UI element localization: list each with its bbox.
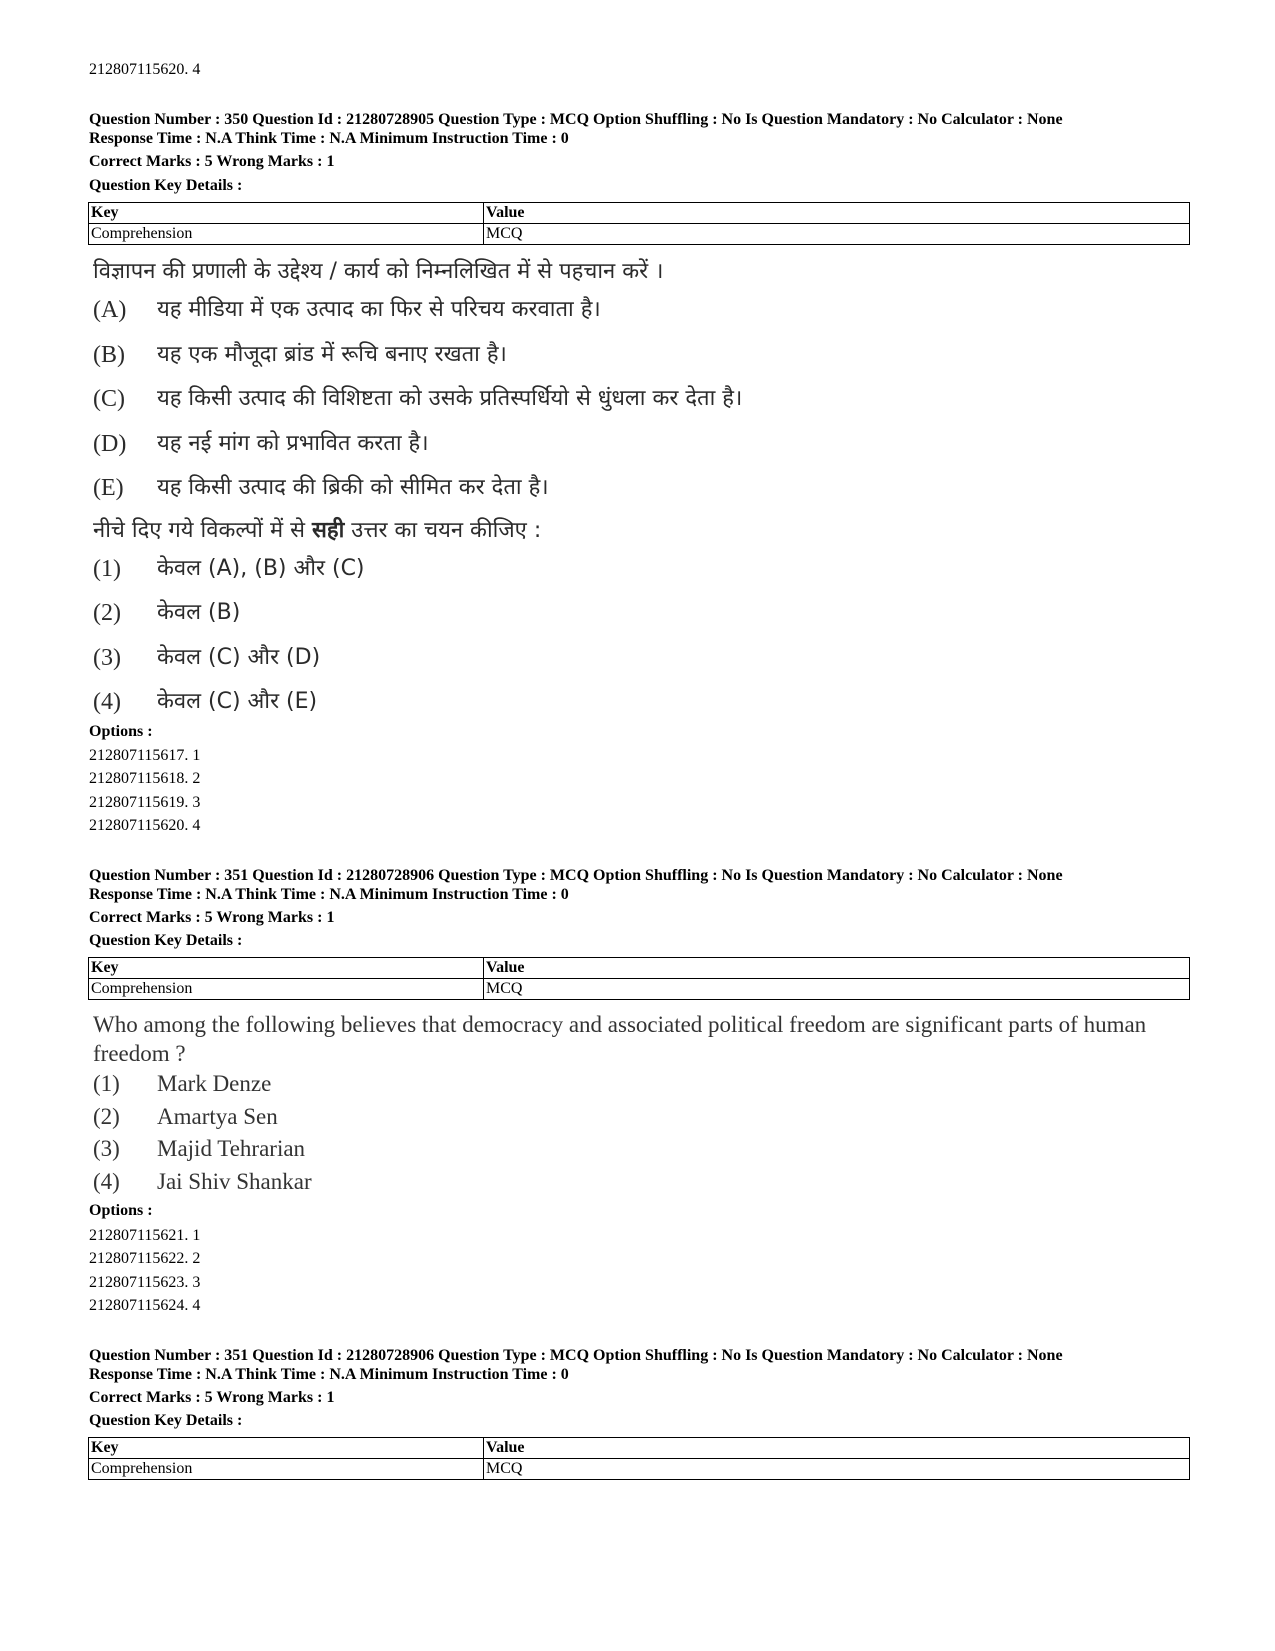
value-header: Value (484, 958, 1190, 979)
top-option-line: 212807115620. 4 (89, 61, 201, 78)
key-cell: Comprehension (89, 224, 484, 245)
option-item: 212807115617. 1 (89, 747, 201, 764)
statement-text: यह किसी उत्पाद की विशिष्टता को उसके प्रतिस्पर्धियो से धुंधला कर देता है। (157, 386, 743, 411)
value-header: Value (484, 1438, 1190, 1459)
q351-options-list (89, 1224, 200, 1318)
statement-d (93, 422, 742, 467)
choice-label: (3) (93, 1136, 120, 1161)
instruction-emphasis: सही (312, 517, 345, 543)
statement-text: यह नई मांग को प्रभावित करता है। (157, 430, 429, 456)
choice-text: Amartya Sen (157, 1103, 278, 1129)
statement-text: यह किसी उत्पाद की ब्रिकी को सीमित कर देता है। (157, 475, 549, 500)
instruction-text: उत्तर का चयन कीजिए : (344, 517, 542, 543)
option-item: 212807115619. 3 (89, 793, 201, 811)
q350-meta-line1: Question Number : 350 Question Id : 21280728905 Question Type : MCQ Option Shuffling : No Is Question Mandatory : No Calculator : None (89, 111, 1063, 128)
choice-3 (93, 636, 742, 681)
q350-options-label: Options : (89, 723, 153, 740)
table-row (89, 979, 1190, 1000)
table-header-row (89, 1438, 1190, 1459)
statement-label: (C) (93, 386, 125, 412)
q351b-marks: Correct Marks : 5 Wrong Marks : 1 (89, 1389, 335, 1406)
value-cell: MCQ (484, 1459, 1190, 1480)
table-header-row (89, 203, 1190, 224)
choice-text: केवल (B) (157, 600, 241, 625)
key-header: Key (89, 1438, 484, 1459)
key-cell: Comprehension (89, 1459, 484, 1480)
choice-label: (3) (93, 644, 121, 671)
key-header: Key (89, 958, 484, 979)
choice-text: केवल (A), (B) और (C) (157, 555, 365, 581)
choice-text: केवल (C) और (E) (157, 689, 318, 714)
q351b-key-table (88, 1437, 1190, 1480)
q351-question-text (93, 1010, 1198, 1198)
choice-label: (2) (93, 1103, 120, 1129)
q351-key-table (88, 957, 1190, 1000)
statement-b (93, 333, 742, 378)
value-cell: MCQ (484, 979, 1190, 1000)
choice-2 (93, 591, 742, 636)
choice-text: Jai Shiv Shankar (157, 1168, 312, 1194)
choice-2 (93, 1101, 1198, 1134)
statement-e (93, 466, 742, 511)
q350-key-details-label: Question Key Details : (89, 177, 243, 194)
key-cell: Comprehension (89, 979, 484, 1000)
table-row (89, 1459, 1190, 1480)
q351-key-details-label: Question Key Details : (89, 932, 243, 949)
statement-label: (D) (93, 430, 127, 457)
q350-question-text (93, 256, 742, 725)
q350-options-list (89, 744, 200, 838)
q350-marks: Correct Marks : 5 Wrong Marks : 1 (89, 153, 335, 170)
choice-1 (93, 1068, 1198, 1101)
choice-label: (1) (93, 555, 121, 582)
q351-meta-line2: Response Time : N.A Think Time : N.A Minimum Instruction Time : 0 (89, 886, 569, 903)
question-stem: विज्ञापन की प्रणाली के उद्देश्य / कार्य को निम्नलिखित में से पहचान करें । (93, 259, 664, 284)
choice-text: Mark Denze (157, 1071, 272, 1096)
choice-label: (4) (93, 689, 121, 715)
choice-label: (4) (93, 1168, 120, 1194)
option-item: 212807115618. 2 (89, 770, 201, 788)
choice-4 (93, 680, 742, 725)
statement-label: (B) (93, 341, 125, 368)
statement-a (93, 288, 742, 333)
q351b-meta-line2: Response Time : N.A Think Time : N.A Minimum Instruction Time : 0 (89, 1366, 569, 1383)
choice-1 (93, 547, 742, 592)
option-item: 212807115622. 2 (89, 1250, 201, 1268)
choice-4 (93, 1166, 1198, 1199)
statement-label: (E) (93, 475, 124, 501)
choice-text: केवल (C) और (D) (157, 644, 321, 670)
table-row (89, 224, 1190, 245)
question-instruction (93, 515, 742, 547)
statement-label: (A) (93, 297, 127, 323)
option-item: 212807115621. 1 (89, 1227, 201, 1244)
choice-label: (2) (93, 600, 121, 626)
option-item: 212807115620. 4 (89, 817, 201, 835)
instruction-text: नीचे दिए गये विकल्पों में से (93, 517, 313, 543)
choice-text: Majid Tehrarian (157, 1136, 306, 1161)
q351b-meta-line1: Question Number : 351 Question Id : 21280728906 Question Type : MCQ Option Shuffling : No Is Question Mandatory : No Calculator : None (89, 1347, 1063, 1364)
q350-meta-line2: Response Time : N.A Think Time : N.A Minimum Instruction Time : 0 (89, 130, 569, 147)
q350-key-table (88, 202, 1190, 245)
q351b-key-details-label: Question Key Details : (89, 1412, 243, 1429)
q351-meta-line1: Question Number : 351 Question Id : 21280728906 Question Type : MCQ Option Shuffling : No Is Question Mandatory : No Calculator : None (89, 867, 1063, 884)
statement-text: यह मीडिया में एक उत्पाद का फिर से परिचय करवाता है। (157, 297, 601, 322)
question-stem: Who among the following believes that democracy and associated political freedom are significant parts of human freedom ? (93, 1012, 1147, 1066)
statement-c (93, 377, 742, 422)
value-header: Value (484, 203, 1190, 224)
q351-marks: Correct Marks : 5 Wrong Marks : 1 (89, 909, 335, 926)
table-header-row (89, 958, 1190, 979)
option-item: 212807115623. 3 (89, 1273, 201, 1291)
statement-text: यह एक मौजूदा ब्रांड में रूचि बनाए रखता है। (157, 341, 507, 367)
choice-3 (93, 1133, 1198, 1166)
value-cell: MCQ (484, 224, 1190, 245)
option-item: 212807115624. 4 (89, 1297, 201, 1315)
choice-label: (1) (93, 1071, 120, 1096)
key-header: Key (89, 203, 484, 224)
q351-options-label: Options : (89, 1202, 153, 1219)
